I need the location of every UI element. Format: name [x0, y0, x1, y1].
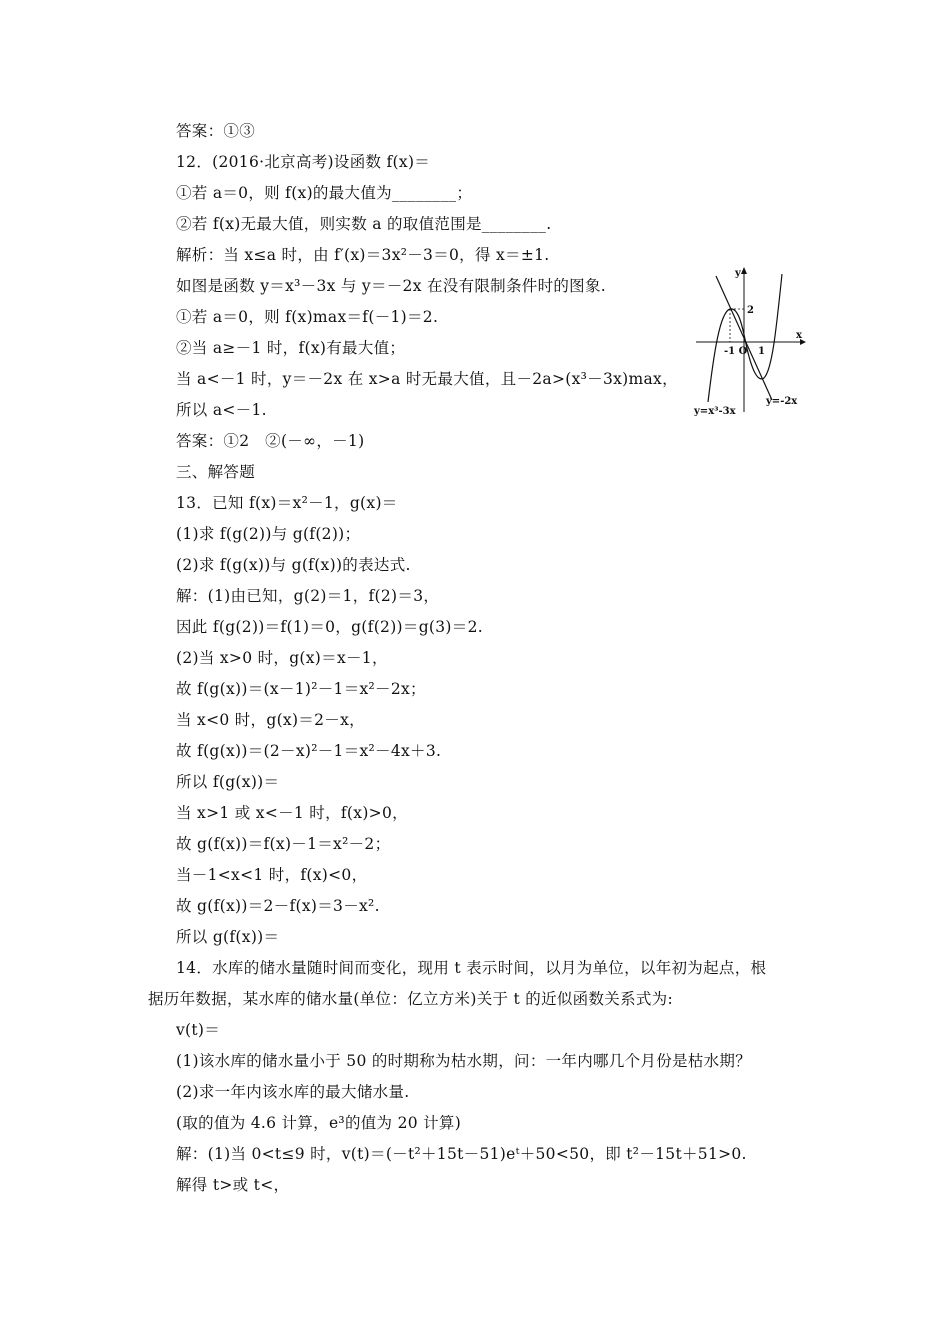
section-heading: 三、解答题: [176, 463, 256, 481]
solution-13-line10: 当－1<x<1 时，f(x)<0，: [176, 866, 368, 884]
problem-13-part1: (1)求 f(g(2))与 g(f(2))；: [176, 525, 361, 543]
problem-14-note: (取的值为 4.6 计算，e³的值为 20 计算): [176, 1114, 462, 1132]
problem-13-title: 13．已知 f(x)＝x²－1，g(x)＝: [176, 494, 398, 512]
cubic-curve: [708, 274, 782, 402]
tick-label-2: 2: [747, 305, 754, 316]
solution-14-line1: 解：(1)当 0<t≤9 时，v(t)＝(－t²＋15t－51)eᵗ＋50<50，即 t²－15t＋51>0.: [176, 1145, 747, 1163]
solution-13-line11: 故 g(f(x))＝2－f(x)＝3－x².: [176, 897, 380, 915]
solution-13-line6: 故 f(g(x))＝(2－x)²－1＝x²－4x＋3.: [176, 742, 442, 760]
answer-12: 答案：①2 ②(－∞，－1): [176, 432, 365, 450]
problem-14-part2: (2)求一年内该水库的最大储水量.: [176, 1083, 410, 1101]
solution-13-line9: 故 g(f(x))＝f(x)－1＝x²－2；: [176, 835, 391, 853]
linear-line-label: y=-2x: [766, 396, 798, 407]
solution-13-line12: 所以 g(f(x))＝: [176, 928, 280, 946]
problem-12-title: 12．(2016·北京高考)设函数 f(x)＝: [176, 153, 431, 171]
problem-14-line2: 据历年数据，某水库的储水量(单位：亿立方米)关于 t 的近似函数关系式为:: [148, 990, 674, 1008]
problem-12-part1: ①若 a＝0，则 f(x)的最大值为________；: [176, 184, 473, 202]
solution-14-line2: 解得 t>或 t<，: [176, 1176, 290, 1194]
solution-12-line1: 解析：当 x≤a 时，由 f′(x)＝3x²－3＝0，得 x＝±1.: [176, 246, 550, 264]
tick-label-minus1-origin: -1 O: [724, 346, 748, 357]
y-axis-label: y: [735, 268, 741, 279]
solution-13-line8: 当 x>1 或 x<－1 时，f(x)>0，: [176, 804, 408, 822]
problem-14-line1: 14．水库的储水量随时间而变化，现用 t 表示时间，以月为单位，以年初为起点，根: [176, 959, 767, 977]
solution-13-line1: 解：(1)由已知，g(2)＝1，f(2)＝3，: [176, 587, 440, 605]
solution-13-line7: 所以 f(g(x))＝: [176, 773, 280, 791]
problem-12-part2: ②若 f(x)无最大值，则实数 a 的取值范围是________.: [176, 215, 552, 233]
function-graph-figure: [692, 262, 810, 420]
solution-12-line3: ①若 a＝0，则 f(x)max＝f(－1)＝2.: [176, 308, 439, 326]
cubic-curve-label: y=x³-3x: [694, 406, 736, 417]
solution-13-line4: 故 f(g(x))＝(x－1)²－1＝x²－2x；: [176, 680, 426, 698]
function-graph-svg: [692, 262, 810, 420]
solution-12-line4: ②当 a≥－1 时，f(x)有最大值；: [176, 339, 406, 357]
problem-14-part1: (1)该水库的储水量小于 50 的时期称为枯水期，问：一年内哪几个月份是枯水期？: [176, 1052, 752, 1070]
solution-13-line3: (2)当 x>0 时，g(x)＝x－1，: [176, 649, 388, 667]
x-axis-label: x: [796, 330, 802, 341]
solution-12-line6: 所以 a<－1.: [176, 401, 267, 419]
solution-13-line5: 当 x<0 时，g(x)＝2－x，: [176, 711, 365, 729]
answer-11: 答案：①③: [176, 122, 256, 140]
solution-12-line2: 如图是函数 y＝x³－3x 与 y＝－2x 在没有限制条件时的图象.: [176, 277, 607, 295]
problem-13-part2: (2)求 f(g(x))与 g(f(x))的表达式.: [176, 556, 411, 574]
y-axis-arrow: [741, 267, 747, 274]
tick-label-1: 1: [758, 346, 765, 357]
solution-12-line5: 当 a<－1 时，y＝－2x 在 x>a 时无最大值，且－2a>(x³－3x)max，: [176, 370, 678, 388]
problem-14-formula: v(t)＝: [176, 1021, 221, 1039]
solution-13-line2: 因此 f(g(2))＝f(1)＝0，g(f(2))＝g(3)＝2.: [176, 618, 483, 636]
